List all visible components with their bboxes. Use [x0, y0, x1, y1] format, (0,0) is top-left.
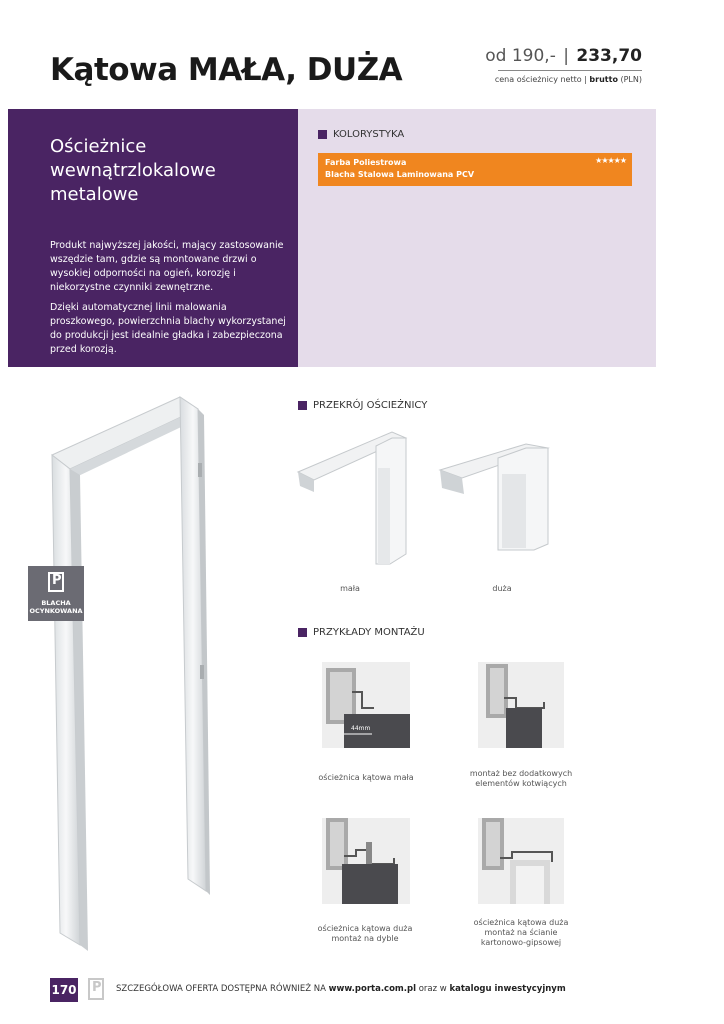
caption-example-3-line-1: ościeżnica kątowa duża [317, 924, 413, 933]
section-bullet-icon [298, 401, 307, 410]
caption-example-1: ościeżnica kątowa mała [318, 773, 414, 782]
color-option-line-1: Farba Poliestrowa [325, 158, 407, 167]
price-gross: 233,70 [576, 46, 642, 66]
colors-section-label [318, 129, 404, 140]
page-title: Kątowa MAŁA, DUŻA [50, 52, 403, 88]
mounting-label-text: PRZYKŁADY MONTAŻU [313, 627, 425, 638]
color-option-line-2: Blacha Stalowa Laminowana PCV [325, 170, 475, 179]
intro-panel [8, 109, 298, 367]
porta-logo-icon [48, 572, 64, 592]
caption-large: duża [492, 584, 512, 593]
colors-label-text: KOLORYSTYKA [333, 129, 405, 140]
porta-logo-icon [88, 978, 104, 1000]
door-frame-illustration [40, 385, 220, 960]
badge-line-2: OCYNKOWANA [29, 607, 83, 615]
mounting-example-4-image [478, 818, 564, 904]
price-note [495, 75, 642, 84]
caption-example-4-line-2: montaż na ścianie [484, 928, 558, 937]
caption-example-2-line-2: elementów kotwiących [475, 779, 567, 788]
mounting-example-2-image [478, 662, 564, 748]
cross-section-label-text: PRZEKRÓJ OŚCIEŻNICY [313, 400, 428, 411]
caption-example-4 [462, 918, 580, 948]
cross-section-small-image [296, 428, 412, 568]
intro-paragraph-1: Produkt najwyższej jakości, mający zastosowanie wszędzie tam, gdzie są montowane drzwi o wysokiej odporności na ogień, korozję i niekorzystne czynniki zewnętrzne. [50, 240, 284, 293]
price-net: od 190,- [485, 46, 556, 66]
cross-section-large-image [438, 440, 554, 552]
footer-catalog: katalogu inwestycyjnym [449, 984, 566, 994]
caption-example-2 [462, 769, 580, 789]
badge-text [28, 599, 84, 615]
footer-website-link[interactable]: www.porta.com.pl [328, 984, 417, 994]
footer-text [116, 984, 566, 994]
footer-middle: oraz w [418, 984, 447, 994]
caption-small: mała [340, 584, 360, 593]
color-option-bar [318, 153, 632, 186]
caption-example-4-line-3: kartonowo-gipsowej [480, 938, 562, 947]
caption-example-2-line-1: montaż bez dodatkowych [469, 769, 573, 778]
page-number: 170 [50, 978, 78, 1002]
price-block [485, 46, 642, 66]
caption-example-3-line-2: montaż na dyble [331, 934, 399, 943]
section-bullet-icon [318, 130, 327, 139]
price-note-prefix: cena ościeżnicy netto | [494, 75, 587, 84]
galvanized-sheet-badge [28, 566, 84, 621]
price-divider [498, 70, 642, 71]
caption-example-4-line-1: ościeżnica kątowa duża [473, 918, 569, 927]
dimension-label: 44mm [351, 725, 371, 732]
price-note-bold: brutto [589, 75, 618, 84]
footer-prefix: SZCZEGÓŁOWA OFERTA DOSTĘPNA RÓWNIEŻ NA [116, 984, 326, 994]
section-bullet-icon [298, 628, 307, 637]
colors-panel [298, 109, 656, 367]
intro-paragraph-2: Dzięki automatycznej linii malowania proszkowego, powierzchnia blachy wykorzystanej do produkcji jest idealnie gładka i zabezpieczona przed korozją. [50, 302, 286, 355]
price-row [485, 46, 642, 66]
mounting-example-1-image [322, 662, 410, 748]
intro-heading: Ościeżnice wewnątrzlokalowe metalowe [50, 136, 216, 205]
mounting-example-3-image [322, 818, 410, 904]
caption-example-3 [302, 924, 428, 944]
cross-section-label [298, 400, 427, 411]
rating-stars-icon: ★★★★★ [595, 156, 626, 165]
price-separator: | [563, 46, 569, 66]
intro-text [50, 239, 290, 363]
mounting-label [298, 627, 425, 638]
badge-line-1: BLACHA [41, 599, 71, 607]
price-note-suffix: (PLN) [620, 75, 642, 84]
